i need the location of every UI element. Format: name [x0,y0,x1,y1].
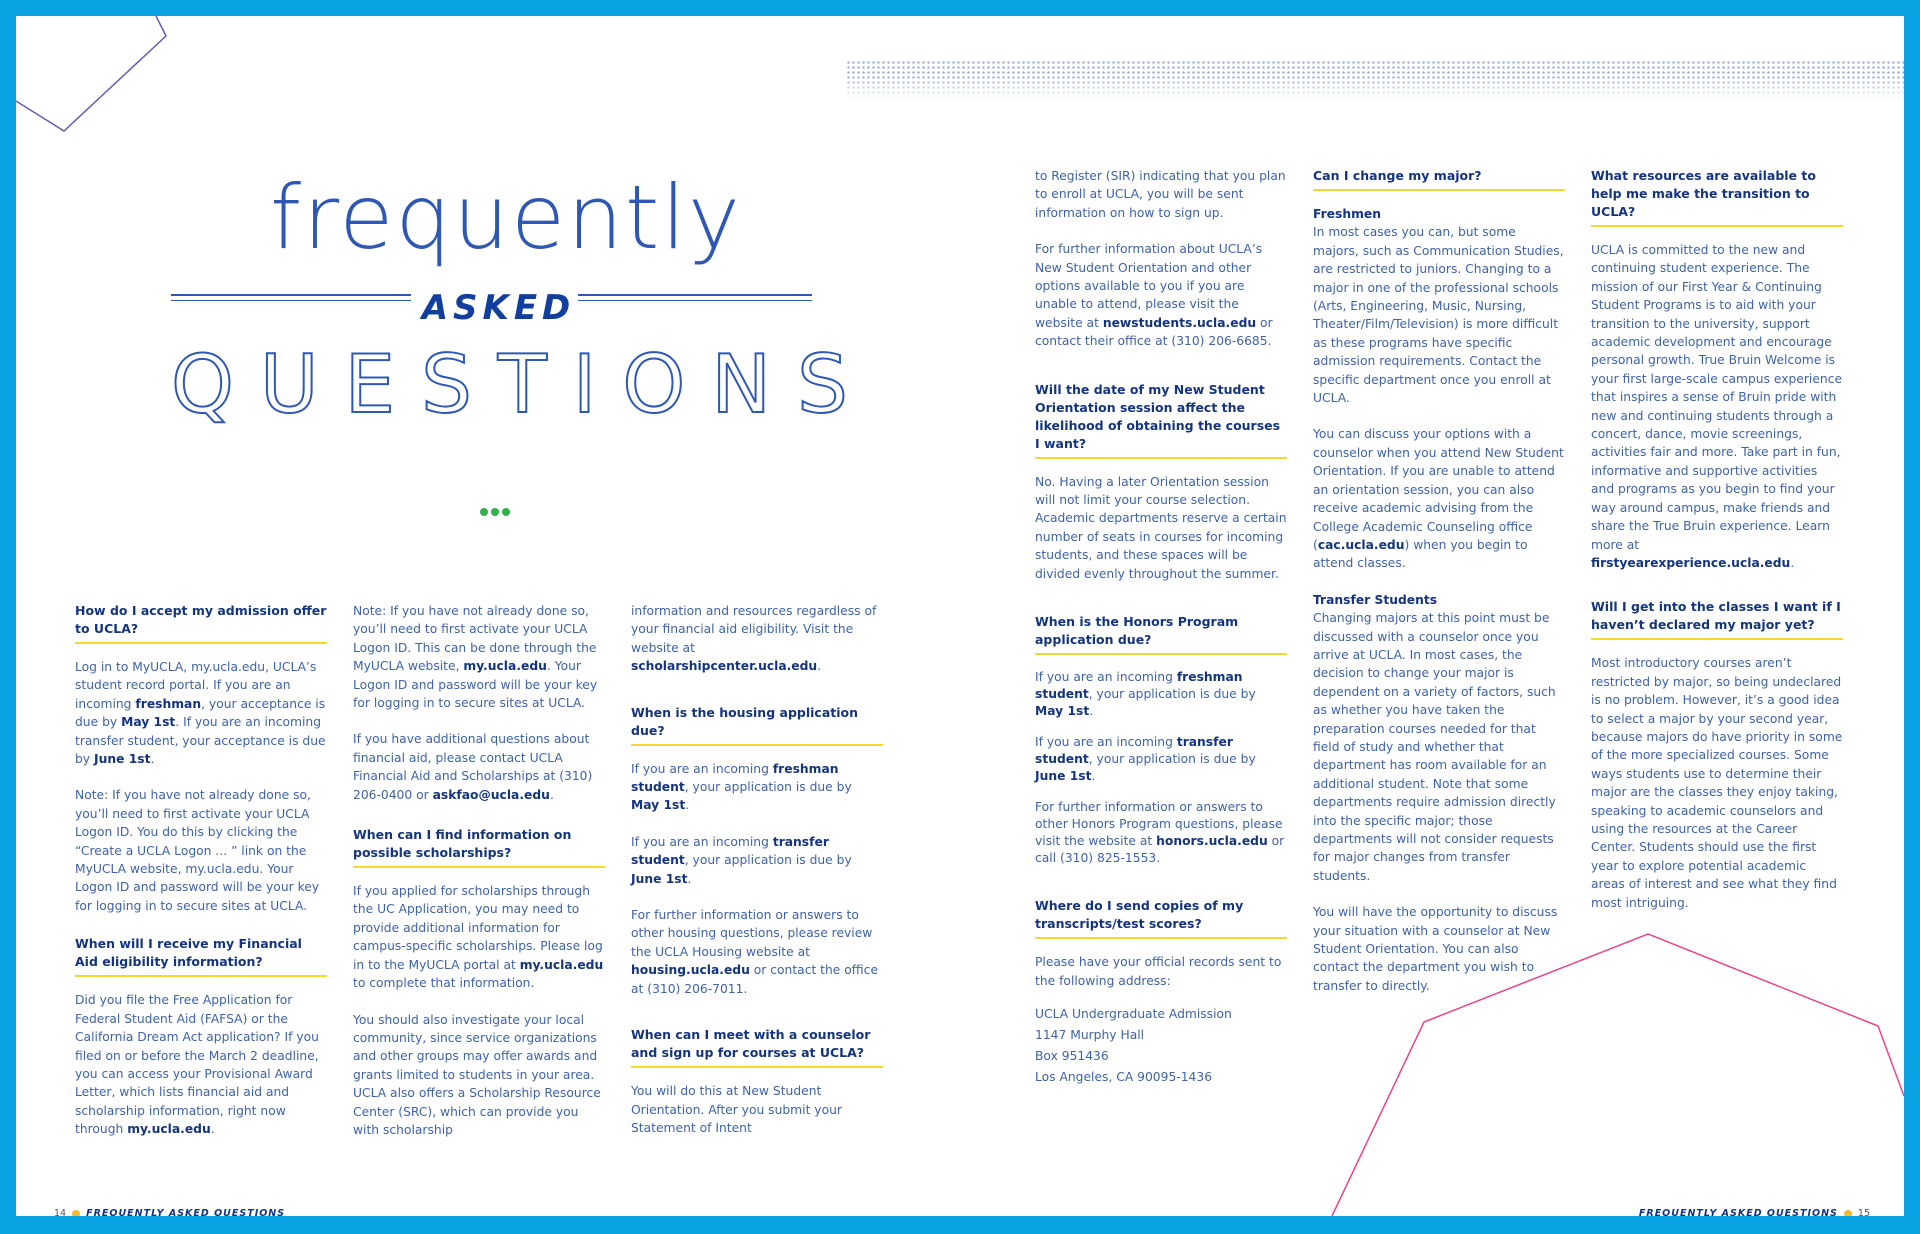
page-number-left: 14 [54,1208,67,1216]
footer-right [1639,1208,1870,1216]
title-asked: ASKED [421,288,576,328]
title-rule-right [578,294,812,296]
faq-column-3 [631,602,883,1155]
subhead-transfer-students: Transfer Students [1313,592,1438,607]
question-transcripts: Where do I send copies of my transcripts/test scores? [1035,897,1287,939]
page-number-right: 15 [1857,1208,1870,1216]
faq-column-1 [75,602,327,1157]
footer-dot-icon [72,1210,80,1217]
footer-dot-icon [1844,1210,1852,1217]
freshmen-major-info: In most cases you can, but some majors, such as Communication Studies, are restricted to juniors. Changing to a major in one of the professional schools (Arts, Engineering, Music, Nursing, Theater/Film/Television) is more difficult as these programs have specific admission requirements. Contact the specific department once you enroll at UCLA. [1313,225,1564,406]
brochure-spread [16,16,1904,1216]
question-orientation-date: Will the date of my New Student Orientation session affect the likelihood of obtaining the courses I want? [1035,381,1287,459]
note-logon-id-2: Note: If you have not already done so, you’ll need to first activate your UCLA Logon ID. This can be done through the MyUCLA website, my.ucla.edu. Your Logon ID and password will be your key for logging in to secure sites at UCLA. [353,604,598,711]
answer-transition-resources: UCLA is committed to the new and continuing student experience. The mission of our First Year & Continuing Student Programs is to aid with your transition to the university, support academic development and encourage personal growth. True Bruin Welcome is your first large-scale campus experience that inspires a sense of Bruin pride with new and continuing students through a concert, dance, movie screenings, activities fair and more. Take part in fun, informative and supportive activities and programs as you begin to find your way around campus, make friends and share the True Bruin experience. Learn more at firstyearexperience.ucla.edu. [1591,243,1843,570]
address-line: Los Angeles, CA 90095-1436 [1035,1069,1213,1084]
housing-contact: For further information or answers to other housing questions, please review the UCLA Housing website at housing.ucla.edu or contact the office at (310) 206-7011. [631,908,879,996]
question-housing: When is the housing application due? [631,704,883,746]
answer-financial-aid: Did you file the Free Application for Federal Student Aid (FAFSA) or the California Dream Act application? If you filed on or before the March 2 deadline, you can access your Provisional Award Letter, which lists financial aid and scholarship information, right now through my.ucla.edu. [75,993,319,1137]
question-counselor: When can I meet with a counselor and sign up for courses at UCLA? [631,1026,883,1068]
address-line: Box 951436 [1035,1048,1109,1063]
transcripts-intro: Please have your official records sent to the following address: [1035,955,1282,988]
local-community-note: You should also investigate your local community, since service organizations and other groups may offer awards and grants limited to students in your area. UCLA also offers a Scholarship Resource Center (SRC), which can provide you with scholarship [353,1012,601,1137]
question-accept-offer: How do I accept my admission offer to UCLA? [75,602,327,644]
footer-label-left: FREQUENTLY ASKED QUESTIONS [86,1208,286,1216]
title-rule-left-thin [171,300,411,301]
housing-freshman: If you are an incoming freshman student, your application is due by May 1st. [631,761,852,813]
address-line: UCLA Undergraduate Admission [1035,1006,1232,1021]
question-scholarships: When can I find information on possible scholarships? [353,826,605,868]
title-frequently: frequently [270,166,742,269]
question-honors: When is the Honors Program application due? [1035,613,1287,655]
orientation-info: For further information about UCLA’s New Student Orientation and other options available to you if you are unable to attend, please visit the website at newstudents.ucla.edu or contact their office at (310) 206-6685. [1035,242,1273,349]
financial-aid-contact: If you have additional questions about financial aid, please contact UCLA Financial Aid and Scholarships at (310) 206-0400 or askfao@ucla.edu. [353,732,593,802]
address-line: 1147 Murphy Hall [1035,1027,1145,1042]
green-dots-ornament [480,501,514,511]
title-rule-right-thin [578,300,812,301]
note-logon-id: Note: If you have not already done so, you’ll need to first activate your UCLA Logon ID. You do this by clicking the “Create a UCLA Logon ... ” link on the MyUCLA website, my.ucla.edu. Your Logon ID and password will be your key for logging in to secure sites at UCLA. [75,788,320,913]
faq-column-5 [1313,167,1565,1013]
answer-counselor: You will do this at New Student Orientation. After you submit your Statement of Intent [631,1084,842,1135]
transfer-counselor-info: You will have the opportunity to discuss your situation with a counselor at New Student Orientation. You can also contact the department you wish to transfer to directly. [1313,905,1558,993]
subhead-freshmen: Freshmen [1313,207,1381,221]
title-questions: QUESTIONS [171,338,874,431]
transfer-major-info: Changing majors at this point must be discussed with a counselor once you arrive at UCLA. In most cases, the decision to change your major is dependent on a variety of factors, such as whether you have taken the preparation courses needed for that field of study and whether that department has room available for an additional student. Note that some departments require admission directly into the specific major; those departments will not consider requests for major changes from transfer students. [1313,611,1556,883]
sir-continued: to Register (SIR) indicating that you plan to enroll at UCLA, you will be sent information on how to sign up. [1035,169,1286,220]
scholarship-center-note: information and resources regardless of your financial aid eligibility. Visit the website at scholarshipcenter.ucla.edu. [631,604,877,674]
answer-undeclared-major: Most introductory courses aren’t restricted by major, so being undeclared is no problem. However, it’s a good idea to select a major by your second year, because majors do have priority in some of the more specialized courses. Some ways students use to determine their major are the classes they enjoy taking, speaking to academic counselors and using the resources at the Career Center. Students should use the first year to explore potential academic areas of interest and see what they find most intriguing. [1591,656,1843,910]
footer-label-right: FREQUENTLY ASKED QUESTIONS [1638,1208,1838,1216]
answer-orientation-date: No. Having a later Orientation session will not limit your course selection. Academic departments reserve a certain number of seats in courses for incoming students, and these spaces will be divided evenly throughout the summer. [1035,474,1287,581]
honors-transfer: If you are an incoming transfer student, your application is due by June 1st. [1035,735,1256,784]
footer-left [54,1208,285,1216]
question-transition-resources: What resources are available to help me make the transition to UCLA? [1591,167,1843,227]
honors-contact: For further information or answers to other Honors Program questions, please visit the website at honors.ucla.edu or call (310) 825-1553. [1035,800,1285,866]
faq-column-6 [1591,167,1843,930]
faq-column-2 [353,602,605,1157]
question-financial-aid: When will I receive my Financial Aid eligibility information? [75,935,327,977]
housing-transfer: If you are an incoming transfer student, your application is due by June 1st. [631,834,852,886]
question-undeclared-major: Will I get into the classes I want if I haven’t declared my major yet? [1591,598,1843,640]
mailing-address [1035,1004,1287,1088]
halftone-dot-band [846,60,1904,100]
answer-scholarships: If you applied for scholarships through the UC Application, you may need to provide additional information for campus-specific scholarships. Please log in to the MyUCLA portal at my.ucla.edu to complete that information. [353,884,604,991]
honors-freshman: If you are an incoming freshman student, your application is due by May 1st. [1035,670,1256,719]
purple-hexagon-outline [16,16,166,131]
major-counselor-info: You can discuss your options with a counselor when you attend New Student Orientation. If you are unable to attend an orientation session, you can also receive academic advising from the College Academic Counseling office (cac.ucla.edu) when you begin to attend classes. [1313,427,1564,571]
title-rule-left [171,294,411,296]
faq-column-4 [1035,167,1287,1088]
answer-accept-offer: Log in to MyUCLA, my.ucla.edu, UCLA’s student record portal. If you are an incoming freshman, your acceptance is due by May 1st. If you are an incoming transfer student, your acceptance is due by June 1st. [75,660,326,767]
question-change-major: Can I change my major? [1313,167,1565,191]
